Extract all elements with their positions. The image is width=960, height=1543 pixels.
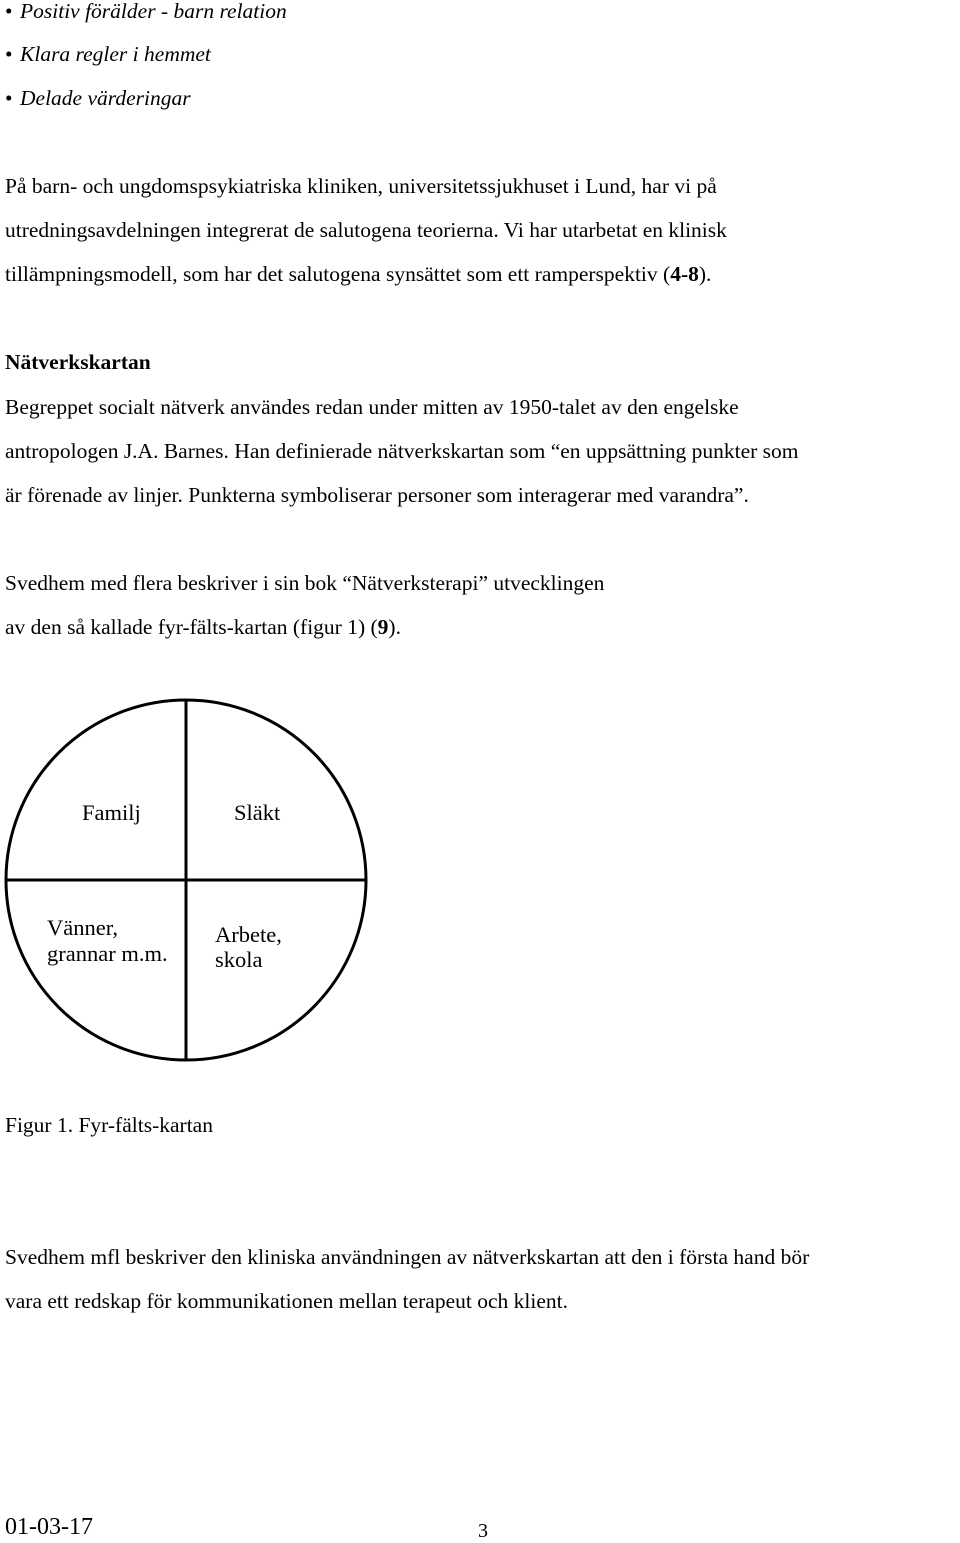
bullet-dot: • <box>5 86 13 110</box>
paragraph-line: Svedhem med flera beskriver i sin bok “Nätverksterapi” utvecklingen <box>5 571 605 595</box>
paragraph-line: vara ett redskap för kommunikationen mellan terapeut och klient. <box>5 1289 568 1313</box>
paragraph-line: Begreppet socialt nätverk användes redan under mitten av 1950-talet av den engelske <box>5 395 739 419</box>
footer-date: 01-03-17 <box>5 1514 93 1540</box>
figure-caption: Figur 1. Fyr-fälts-kartan <box>5 1113 213 1137</box>
bullet-dot: • <box>5 0 13 23</box>
paragraph-line: är förenade av linjer. Punkterna symboliserar personer som interagerar med varandra”. <box>5 483 749 507</box>
paragraph-text: ). <box>698 262 712 286</box>
quadrant-label-friends-line2: grannar m.m. <box>47 941 168 966</box>
bullet-dot: • <box>5 42 13 66</box>
quadrant-label-relatives: Släkt <box>234 800 281 825</box>
paragraph-text: ). <box>388 615 401 639</box>
bullet-item <box>5 84 191 112</box>
quadrant-label-work-line2: skola <box>215 947 263 972</box>
paragraph-line <box>5 613 401 641</box>
paragraph-line: utredningsavdelningen integrerat de salutogena teorierna. Vi har utarbetat en klinisk <box>5 218 727 242</box>
four-field-map-diagram <box>0 690 380 1070</box>
paragraph-line <box>5 260 711 288</box>
section-heading: Nätverkskartan <box>5 350 151 374</box>
quadrant-label-work-line1: Arbete, <box>215 922 282 947</box>
reference-number: 4-8 <box>670 262 699 286</box>
page-number: 3 <box>478 1520 488 1542</box>
reference-number: 9 <box>377 615 389 639</box>
bullet-text: Positiv förälder - barn relation <box>20 0 287 23</box>
bullet-text: Delade värderingar <box>20 86 191 110</box>
quadrant-label-family: Familj <box>82 800 141 825</box>
paragraph-line: På barn- och ungdomspsykiatriska kliniken, universitetssjukhuset i Lund, har vi på <box>5 174 717 198</box>
bullet-text: Klara regler i hemmet <box>20 42 211 66</box>
bullet-item <box>5 40 211 68</box>
quadrant-label-friends-line1: Vänner, <box>47 915 118 940</box>
paragraph-text: av den så kallade fyr-fälts-kartan (figur 1) ( <box>5 615 378 639</box>
paragraph-line: Svedhem mfl beskriver den kliniska användningen av nätverkskartan att den i första hand bör <box>5 1245 810 1269</box>
paragraph-line: antropologen J.A. Barnes. Han definierade nätverkskartan som “en uppsättning punkter som <box>5 439 799 463</box>
paragraph-text: tillämpningsmodell, som har det salutogena synsättet som ett ramperspektiv ( <box>5 262 671 286</box>
bullet-item <box>5 0 287 25</box>
